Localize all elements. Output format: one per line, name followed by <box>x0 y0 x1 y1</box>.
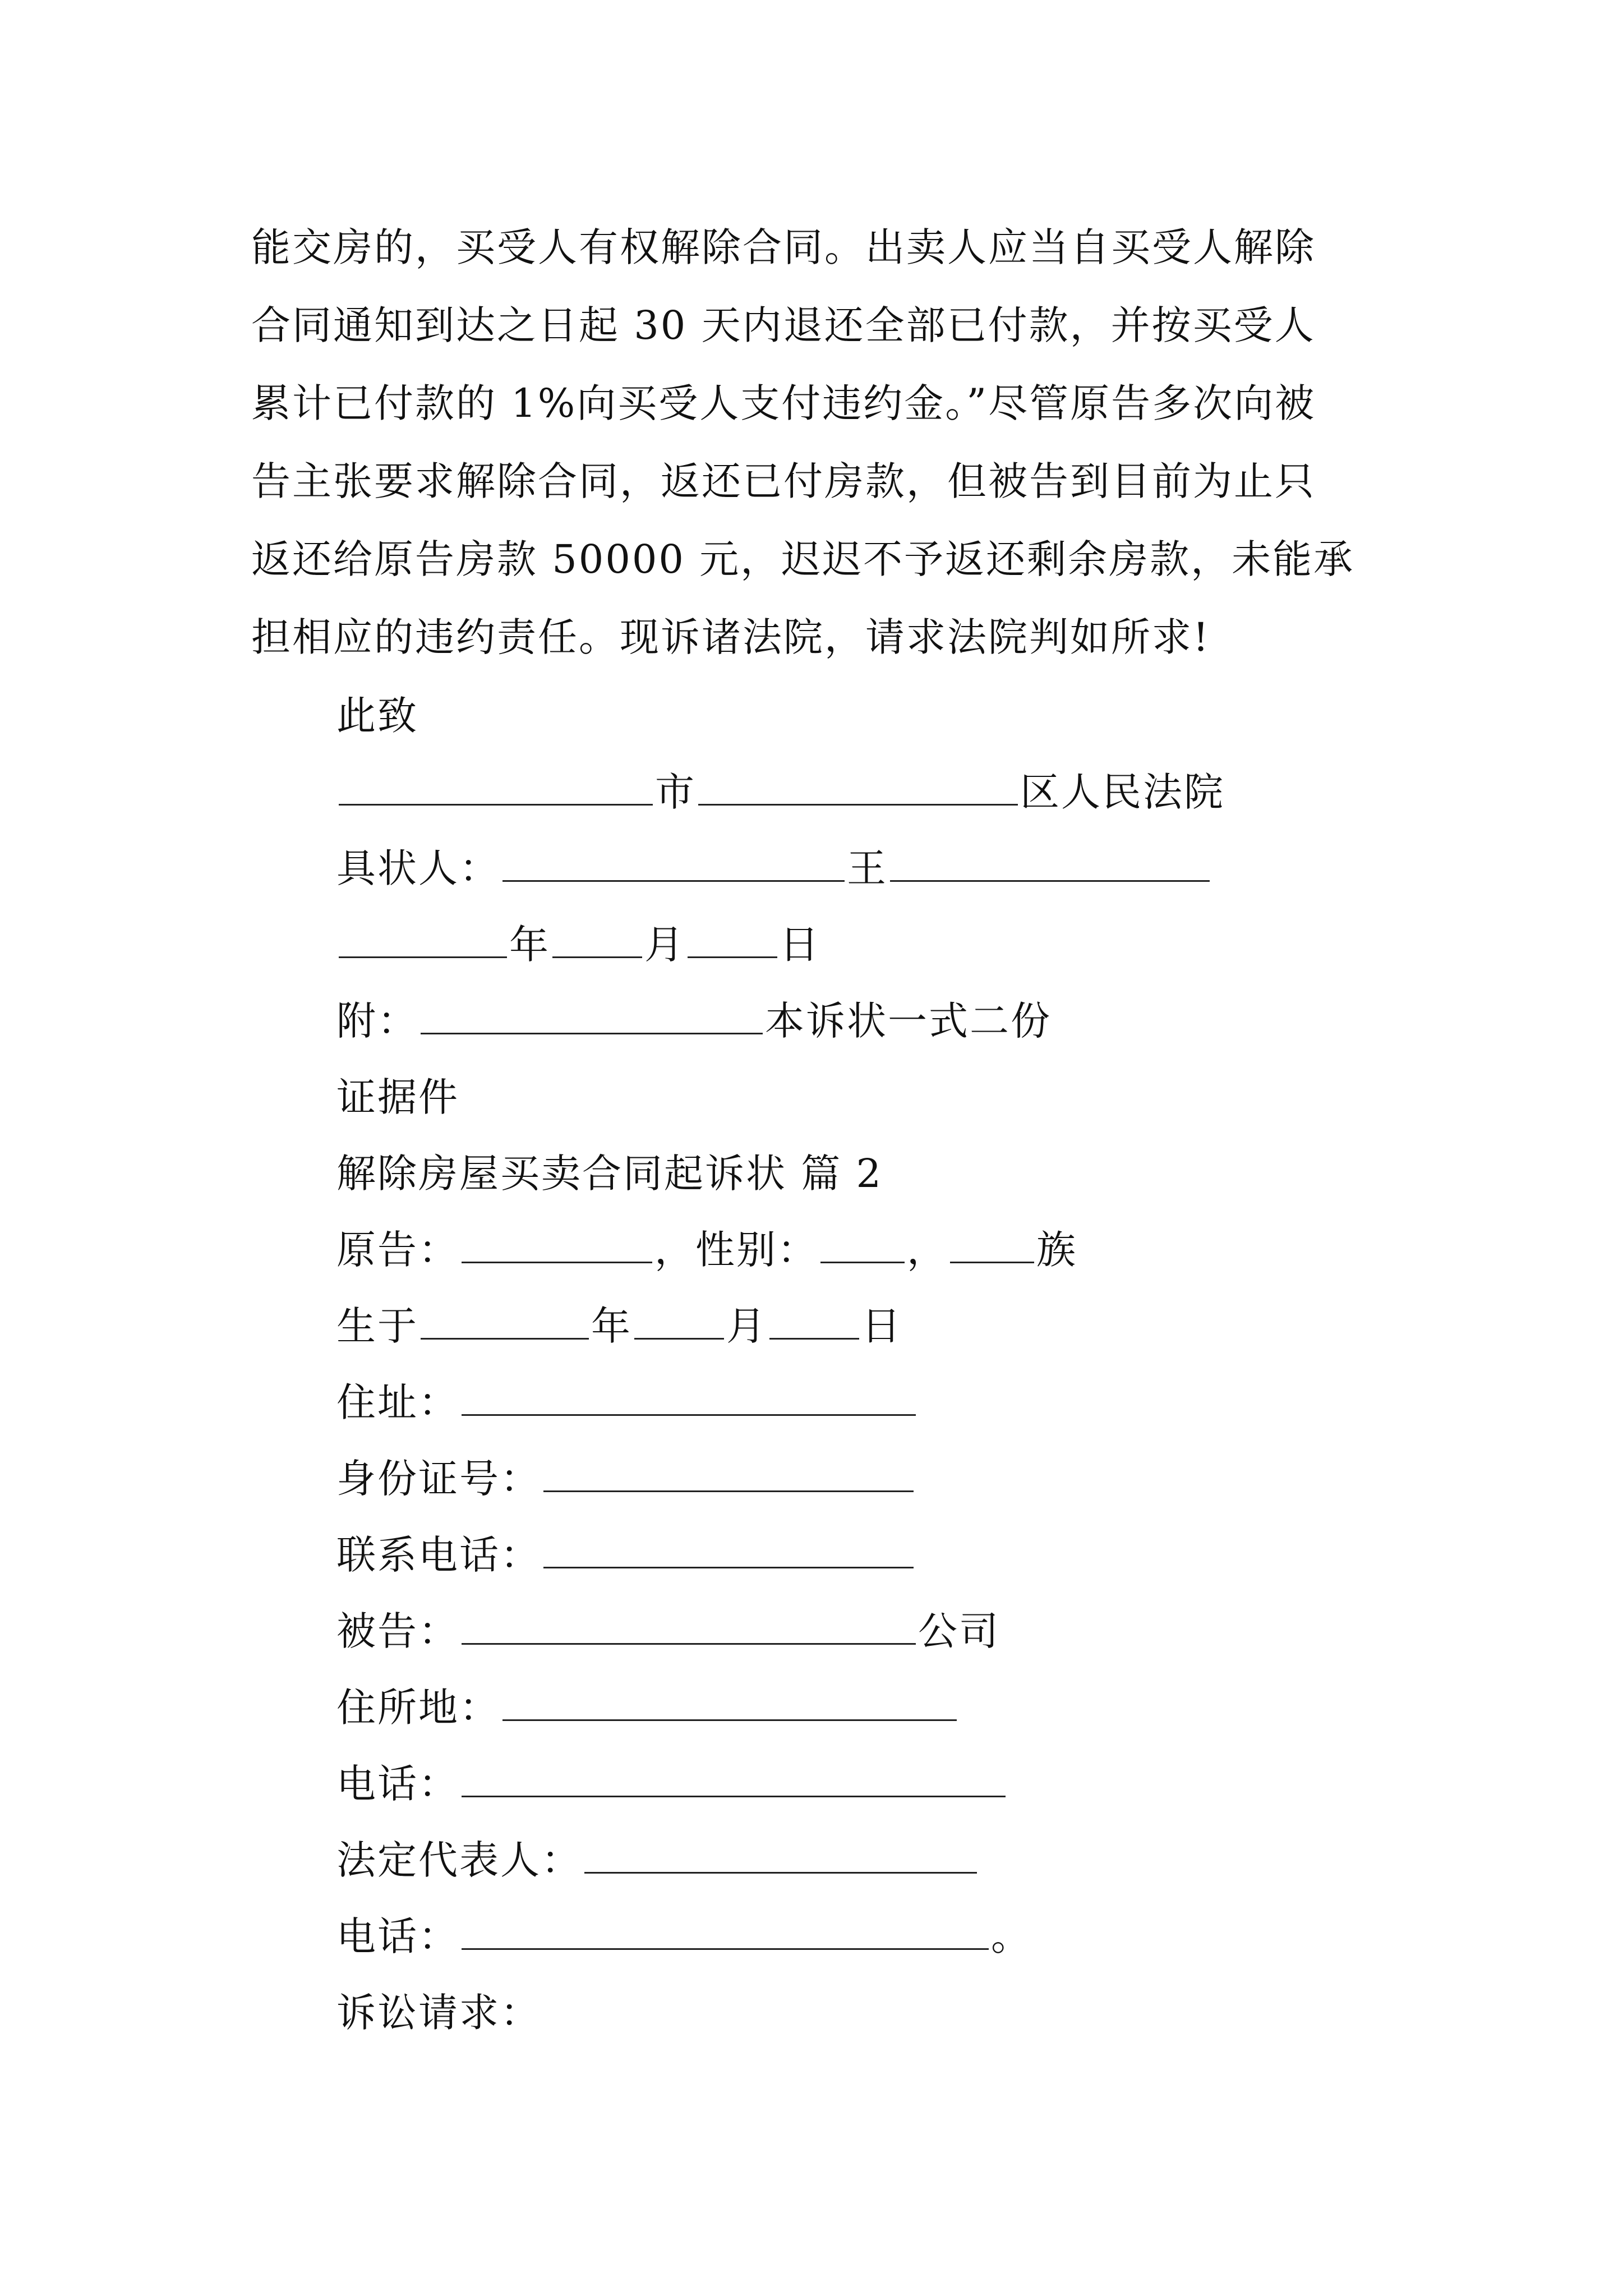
form-block <box>336 678 1225 2051</box>
birth-month-blank[interactable] <box>634 1306 724 1340</box>
birth-day-blank[interactable] <box>769 1306 859 1340</box>
sign-date-row <box>336 907 1225 983</box>
born-label: 生于 <box>336 1303 418 1349</box>
id-row <box>336 1441 1225 1517</box>
evidence-label: 证据件 <box>336 1074 459 1120</box>
day-blank[interactable] <box>688 925 777 958</box>
body-paragraph <box>251 209 1378 677</box>
month-label: 月 <box>644 922 685 968</box>
plaintiff-sign-blank[interactable] <box>502 849 845 882</box>
month-blank[interactable] <box>552 925 642 958</box>
ethnicity-label: 族 <box>1036 1227 1077 1273</box>
paragraph-line-4: 告主张要求解除合同，返还已付房款，但被告到目前为止只 <box>251 458 1316 504</box>
tel-row <box>336 1746 1225 1822</box>
court-city-label: 市 <box>655 769 696 815</box>
plaintiff-surname: 王 <box>847 845 888 891</box>
year-blank[interactable] <box>339 925 507 958</box>
address-row <box>336 1364 1225 1441</box>
plaintiff-row <box>336 1212 1225 1288</box>
contact-phone-label: 联系电话： <box>336 1532 541 1578</box>
id-blank[interactable] <box>543 1459 914 1492</box>
court-district-label: 区人民法院 <box>1020 769 1225 815</box>
paragraph-line-3: 累计已付款的 1%向买受人支付违约金。”尽管原告多次向被 <box>251 380 1316 426</box>
plaintiff-given-name-blank[interactable] <box>890 849 1210 882</box>
legal-rep-row <box>336 1822 1225 1898</box>
section-title-row <box>336 1135 1225 1212</box>
defendant-row <box>336 1593 1225 1669</box>
claims-label: 诉讼请求： <box>336 1990 541 2036</box>
plaintiff-name-blank[interactable] <box>462 1230 652 1263</box>
address-label: 住址： <box>336 1379 459 1425</box>
plaintiff-sign-row <box>336 830 1225 907</box>
birth-month-label: 月 <box>726 1303 767 1349</box>
evidence-row <box>336 1059 1225 1135</box>
tel2-row <box>336 1898 1225 1975</box>
district-blank[interactable] <box>698 772 1018 806</box>
paragraph-line-1: 能交房的，买受人有权解除合同。出卖人应当自买受人解除 <box>251 224 1316 270</box>
residence-label: 住所地： <box>336 1685 500 1731</box>
claims-row <box>336 1975 1225 2051</box>
comma-1: ， <box>654 1227 695 1273</box>
birth-day-label: 日 <box>861 1303 902 1349</box>
birth-year-blank[interactable] <box>421 1306 589 1340</box>
salutation: 此致 <box>336 693 418 739</box>
defendant-blank[interactable] <box>462 1612 916 1645</box>
company-label: 公司 <box>918 1608 1000 1654</box>
residence-row <box>336 1669 1225 1746</box>
birth-row <box>336 1288 1225 1364</box>
paragraph-line-6: 担相应的违约责任。现诉诸法院，请求法院判如所求! <box>251 614 1211 660</box>
tel2-blank[interactable] <box>462 1917 989 1950</box>
legal-rep-label: 法定代表人： <box>336 1837 582 1883</box>
tel2-label: 电话： <box>336 1913 459 1959</box>
contact-phone-row <box>336 1517 1225 1593</box>
contact-phone-blank[interactable] <box>543 1535 914 1568</box>
ethnicity-blank[interactable] <box>950 1230 1034 1263</box>
paragraph-line-5: 返还给原告房款 50000 元，迟迟不予返还剩余房款，未能承 <box>251 536 1355 582</box>
residence-blank[interactable] <box>502 1688 957 1721</box>
city-blank[interactable] <box>339 772 653 806</box>
attachment-label: 附： <box>336 998 418 1044</box>
birth-year-label: 年 <box>591 1303 632 1349</box>
tel-blank[interactable] <box>462 1764 1006 1797</box>
attachment-blank[interactable] <box>421 1001 763 1034</box>
section-title: 解除房屋买卖合同起诉状 篇 2 <box>336 1151 883 1197</box>
attachment-row <box>336 983 1225 1059</box>
comma-2: ， <box>907 1227 948 1273</box>
gender-label: 性别： <box>695 1227 818 1273</box>
legal-rep-blank[interactable] <box>584 1841 977 1874</box>
plaintiff-label: 原告： <box>336 1227 459 1273</box>
day-label: 日 <box>780 922 820 968</box>
plaintiff-sign-label: 具状人： <box>336 845 500 891</box>
court-row <box>336 754 1225 830</box>
id-label: 身份证号： <box>336 1456 541 1502</box>
tel-label: 电话： <box>336 1761 459 1807</box>
gender-blank[interactable] <box>820 1230 905 1263</box>
period: 。 <box>991 1913 1032 1959</box>
paragraph-line-2: 合同通知到达之日起 30 天内退还全部已付款，并按买受人 <box>251 302 1316 348</box>
salutation-row <box>336 678 1225 754</box>
address-blank[interactable] <box>462 1383 916 1416</box>
defendant-label: 被告： <box>336 1608 459 1654</box>
year-label: 年 <box>509 922 550 968</box>
attachment-text: 本诉状一式二份 <box>765 998 1052 1044</box>
